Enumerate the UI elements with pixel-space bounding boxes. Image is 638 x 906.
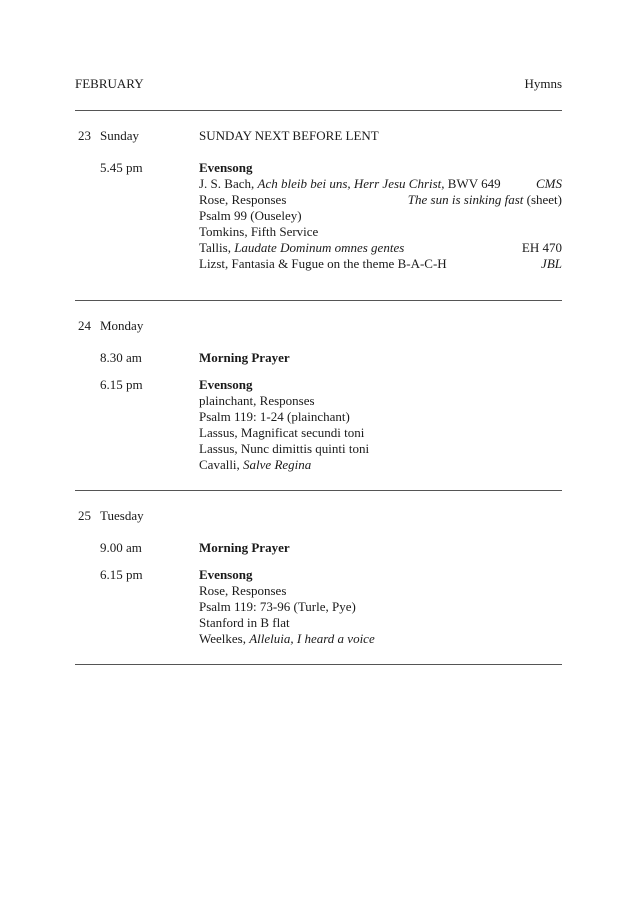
service-time: 5.45 pm [100, 160, 143, 175]
service-time: 6.15 pm [100, 567, 143, 582]
service-time: 9.00 am [100, 540, 142, 555]
music-line: Psalm 119: 73-96 (Turle, Pye) [199, 599, 356, 614]
service-name: Evensong [199, 377, 253, 392]
service-name: Evensong [199, 567, 253, 582]
service-name: Evensong [199, 160, 253, 175]
service-name: Morning Prayer [199, 540, 290, 555]
divider [75, 300, 562, 301]
music-line: Lizst, Fantasia & Fugue on the theme B-A-C-H [199, 256, 447, 271]
day-name: Monday [100, 318, 144, 333]
month-heading: FEBRUARY [75, 76, 144, 91]
day-number: 23 [78, 128, 91, 143]
music-line: Cavalli, Salve Regina [199, 457, 312, 472]
music-line: Psalm 99 (Ouseley) [199, 208, 302, 223]
divider [75, 664, 562, 665]
music-line: Tallis, Laudate Dominum omnes gentes [199, 240, 405, 255]
day-name: Tuesday [100, 508, 144, 523]
service-time: 6.15 pm [100, 377, 143, 392]
music-line: plainchant, Responses [199, 393, 315, 408]
music-line: Weelkes, Alleluia, I heard a voice [199, 631, 375, 646]
hymn-reference: The sun is sinking fast (sheet) [407, 192, 562, 207]
music-line: Rose, Responses [199, 583, 287, 598]
divider [75, 490, 562, 491]
music-line: Psalm 119: 1-24 (plainchant) [199, 409, 350, 424]
hymn-reference: JBL [541, 256, 562, 271]
day-number: 24 [78, 318, 91, 333]
hymn-reference: EH 470 [521, 240, 562, 255]
music-line: J. S. Bach, Ach bleib bei uns, Herr Jesu Christ, BWV 649 [199, 176, 501, 191]
music-line: Tomkins, Fifth Service [199, 224, 319, 239]
hymn-reference: CMS [536, 176, 562, 191]
divider [75, 110, 562, 111]
music-line: Rose, Responses [199, 192, 287, 207]
music-line: Lassus, Magnificat secundi toni [199, 425, 365, 440]
day-title: SUNDAY NEXT BEFORE LENT [199, 128, 379, 143]
day-number: 25 [78, 508, 91, 523]
service-time: 8.30 am [100, 350, 142, 365]
day-name: Sunday [100, 128, 139, 143]
music-line: Lassus, Nunc dimittis quinti toni [199, 441, 370, 456]
hymns-heading: Hymns [524, 76, 562, 91]
service-name: Morning Prayer [199, 350, 290, 365]
music-line: Stanford in B flat [199, 615, 290, 630]
